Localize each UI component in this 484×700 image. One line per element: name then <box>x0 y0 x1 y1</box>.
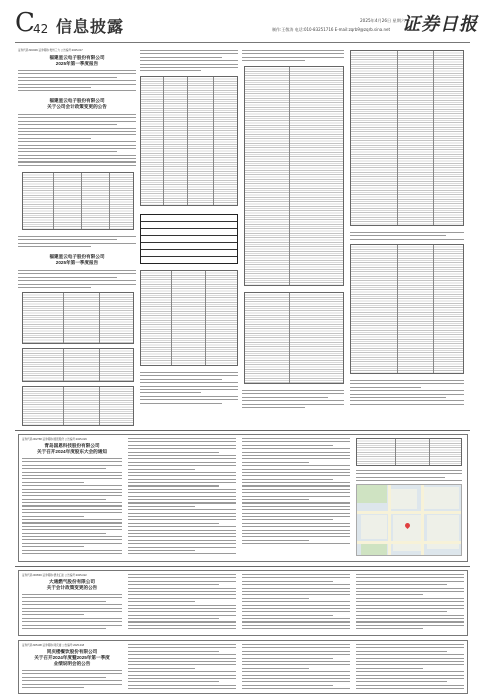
article-4-code-line: 证券代码:002768 证券简称:国恩股份 公告编号:2025-029 <box>22 438 87 441</box>
article-4-body-col1 <box>22 458 122 556</box>
table-6 <box>140 214 238 264</box>
article-5-body-col1 <box>22 594 122 631</box>
article-1-title-line1: 福建星云电子股份有限公司 <box>49 55 105 60</box>
article-6-title-line2: 关于召开2024年度暨2025年第一季度 <box>34 655 110 660</box>
page-number: 42 <box>33 22 49 36</box>
article-2-body <box>18 114 136 168</box>
newspaper-logo: 证券日报 <box>402 14 478 35</box>
article-1-code-line: 证券代码:603439 证券简称:贵州三力 公告编号:2025-017 <box>18 49 83 52</box>
article-6-body-col4 <box>356 644 464 691</box>
article-5-body-col2 <box>128 574 236 632</box>
table-1 <box>22 172 134 230</box>
article-3-title-line2: 2025年第一季度报告 <box>55 260 99 265</box>
column-3-body-bottom <box>242 390 344 410</box>
table-5 <box>140 76 238 206</box>
article-6-code-line: 证券代码:605108 证券简称:同庆楼 公告编号:2025-018 <box>22 644 85 647</box>
article-5-body-col3 <box>242 574 350 632</box>
section-divider-2 <box>15 566 470 567</box>
masthead-rule <box>15 42 470 43</box>
section-divider-1 <box>15 430 470 431</box>
article-6-body-col1 <box>22 670 122 690</box>
table-10 <box>350 50 464 226</box>
article-4-title-line2: 关于召开2024年度股东大会的通知 <box>37 449 107 454</box>
column-4-body-mid <box>350 232 464 242</box>
article-4-body-col4 <box>356 470 462 484</box>
article-6-body-col3 <box>242 644 350 691</box>
table-9 <box>244 292 344 384</box>
column-3-body-top <box>242 50 344 64</box>
article-4-body-col2 <box>128 438 236 557</box>
table-7 <box>140 270 238 366</box>
article-6-title-line3: 业绩说明会的公告 <box>53 661 91 666</box>
article-6-body-col2 <box>128 644 236 691</box>
table-12 <box>356 438 462 466</box>
column-2-body-bottom <box>140 372 238 406</box>
editor-contact: 制作:王敬涛 电话:010-83251716 E-mail:zqrb9@zqrb.sina.net <box>272 27 391 32</box>
article-1-body <box>18 70 136 94</box>
table-8 <box>244 66 344 286</box>
masthead <box>0 0 484 44</box>
section-letter: C <box>15 8 35 38</box>
article-1-title-line2: 2025年第一季度报告 <box>55 61 99 66</box>
table-4 <box>22 386 134 426</box>
table-11 <box>350 244 464 374</box>
article-2-body-cont <box>18 236 136 250</box>
section-name: 信息披露 <box>56 17 125 36</box>
column-2-body-top <box>140 50 238 74</box>
article-5-code-line: 证券代码:000593 证券简称:德龙汇能 公告编号:2025-022 <box>22 574 87 577</box>
article-3-body <box>18 270 136 290</box>
article-4-body-col3 <box>242 438 350 547</box>
article-2-title-line2: 关于公司会计政策变更的公告 <box>47 104 107 109</box>
article-5-title-line1: 大通燃气股份有限公司 <box>49 579 95 584</box>
article-4-title-line1: 青岛国恩科技股份有限公司 <box>44 443 100 448</box>
venue-map <box>356 484 462 556</box>
column-4-body-bottom <box>350 380 464 407</box>
table-3 <box>22 348 134 382</box>
article-6-title-line1: 同庆楼餐饮股份有限公司 <box>46 649 98 654</box>
article-5-title-line2: 关于会计政策变更的公告 <box>46 585 98 590</box>
article-5-body-col4 <box>356 574 464 632</box>
publication-date: 2025年4月26日 星期六 <box>360 18 406 23</box>
article-3-title-line1: 福建星云电子股份有限公司 <box>49 254 105 259</box>
table-2 <box>22 292 134 344</box>
article-2-title-line1: 福建星云电子股份有限公司 <box>49 98 105 103</box>
